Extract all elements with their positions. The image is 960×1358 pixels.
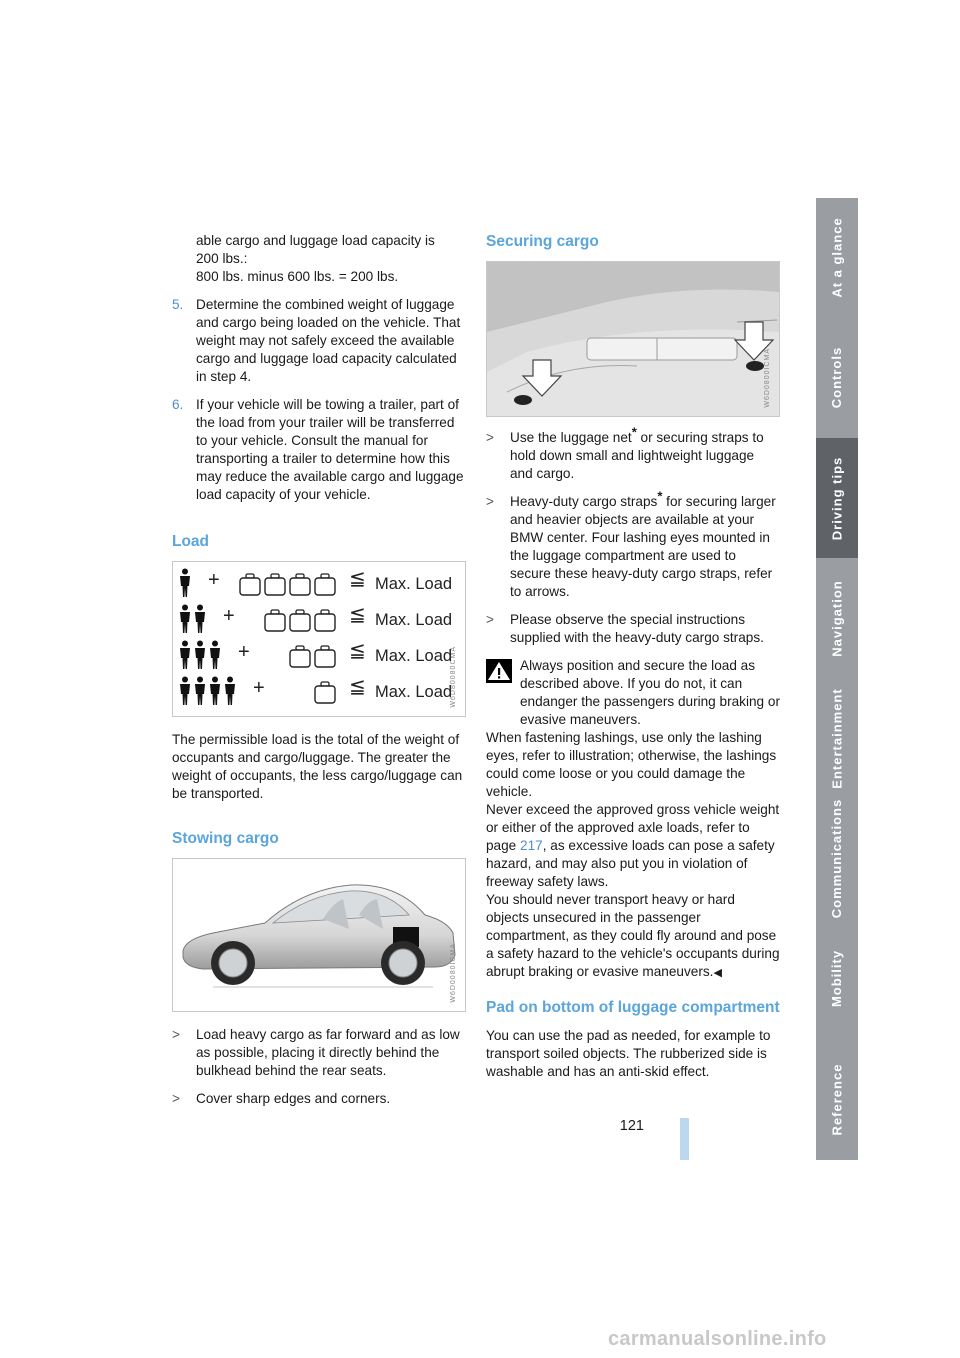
- right-column: [486, 232, 780, 1091]
- tab-label: Entertainment: [829, 687, 845, 789]
- warning-block: [486, 657, 780, 982]
- person-icon: [194, 604, 206, 634]
- tab-label: Reference: [829, 1063, 845, 1135]
- occupants-group: [179, 568, 191, 602]
- tab-label: Navigation: [829, 579, 845, 657]
- suitcase-icon: [289, 645, 311, 669]
- max-load-label: Max. Load: [375, 647, 453, 665]
- page-link[interactable]: 217: [520, 838, 543, 853]
- bullet-marker: >: [486, 430, 494, 445]
- pad-paragraph: You can use the pad as needed, for example to transport soiled objects. The rubberized side is washable and has an anti-skid effect.: [486, 1028, 771, 1079]
- page-number-bar: [680, 1118, 689, 1160]
- max-load-label: Max. Load: [375, 611, 453, 629]
- load-figure: [172, 561, 466, 717]
- plus-sign: +: [223, 605, 235, 627]
- step-text: If your vehicle will be towing a trailer, part of the load from your trailer will be transferred to your vehicle. Consult the manual for transporting a trailer to determine how this may reduce the available cargo and luggage load capacity of your vehicle.: [196, 397, 464, 502]
- list-item: [172, 1090, 464, 1108]
- occupants-group: [179, 640, 221, 674]
- less-equal-sign: ≦: [349, 676, 366, 698]
- luggage-group: [289, 645, 336, 669]
- plus-sign: +: [238, 641, 250, 663]
- less-equal-sign: ≦: [349, 604, 366, 626]
- securing-figure: [486, 261, 780, 417]
- stowing-figure: [172, 858, 466, 1012]
- page-number: 121: [619, 1118, 644, 1134]
- suitcase-icon: [289, 573, 311, 597]
- figure-code: W6D80080CMA: [450, 646, 457, 708]
- tab-driving-tips[interactable]: [816, 438, 858, 559]
- list-item-text: Use the luggage net: [510, 430, 632, 445]
- tab-controls[interactable]: [816, 316, 858, 439]
- warning-text: [486, 801, 780, 891]
- load-row: [179, 568, 459, 602]
- bullet-marker: >: [486, 612, 494, 627]
- list-item-text: Cover sharp edges and corners.: [196, 1091, 391, 1106]
- plus-sign: +: [253, 677, 265, 699]
- end-mark: ◀: [713, 967, 722, 979]
- warning-text: Always position and secure the load as described above. If you do not, it can endanger the passengers during braking or evasive maneuvers.: [520, 658, 780, 727]
- warning-text-part: , as excessive loads can pose a safety hazard, and may also put you in violation of freeway safety laws.: [486, 838, 775, 889]
- person-icon: [179, 640, 191, 670]
- tab-reference[interactable]: [816, 1038, 858, 1161]
- footer-watermark: carmanualsonline.info: [608, 1328, 827, 1350]
- warning-text-part: Never exceed the approved gross vehicle weight or either of the approved axle loads, refer to page: [486, 802, 780, 853]
- figure-code: W6D0080ICMA: [450, 943, 457, 1003]
- stowing-heading: Stowing cargo: [172, 830, 279, 847]
- bullet-marker: >: [172, 1091, 180, 1106]
- step-text: Determine the combined weight of luggage and cargo being loaded on the vehicle. That weight may not safely exceed the available cargo and luggage load capacity calculated in step 4.: [196, 297, 461, 384]
- max-load-label: Max. Load: [375, 683, 453, 701]
- figure-code: W6D0800ICMA: [764, 348, 771, 408]
- optional-equipment-asterisk: *: [657, 488, 663, 504]
- pad-heading: Pad on bottom of luggage compartment: [486, 999, 780, 1016]
- suitcase-icon: [264, 609, 286, 633]
- warning-text: When fastening lashings, use only the lashing eyes, refer to illustration; otherwise, the lashings could come loose or you could damage the vehicle.: [486, 730, 777, 799]
- tab-mobility[interactable]: [816, 918, 858, 1039]
- step-5: [172, 296, 464, 386]
- load-row: [179, 640, 459, 674]
- luggage-group: [239, 573, 336, 597]
- less-equal-sign: ≦: [349, 568, 366, 590]
- tab-navigation[interactable]: [816, 558, 858, 679]
- luggage-compartment-illustration: [487, 262, 779, 416]
- suitcase-icon: [264, 573, 286, 597]
- step-6: [172, 396, 464, 504]
- suitcase-icon: [289, 609, 311, 633]
- list-item: [486, 488, 780, 601]
- left-column: [172, 232, 464, 1118]
- suitcase-icon: [314, 573, 336, 597]
- load-row: [179, 604, 459, 638]
- list-item-text: or securing straps to hold down small and lightweight luggage and cargo.: [510, 430, 764, 481]
- person-icon: [194, 640, 206, 670]
- tab-at-a-glance[interactable]: [816, 198, 858, 317]
- person-icon: [179, 676, 191, 706]
- load-row: [179, 676, 459, 710]
- warning-text-part: You should never transport heavy or hard objects unsecured in the passenger compartment, as they could fly around and pose a safety hazard to the vehicle's occupants during abrupt braking or evasive maneuvers.: [486, 892, 780, 979]
- text-line: 800 lbs. minus 600 lbs. = 200 lbs.: [196, 269, 399, 284]
- load-heading: Load: [172, 533, 210, 550]
- list-item: [486, 611, 780, 647]
- person-icon: [224, 676, 236, 706]
- optional-equipment-asterisk: *: [631, 424, 637, 440]
- securing-heading: Securing cargo: [486, 233, 599, 250]
- bullet-marker: >: [172, 1027, 180, 1042]
- person-icon: [209, 640, 221, 670]
- person-icon: [179, 568, 191, 598]
- tab-entertainment[interactable]: [816, 678, 858, 799]
- occupants-group: [179, 604, 206, 638]
- tab-label: Controls: [829, 346, 845, 408]
- less-equal-sign: ≦: [349, 640, 366, 662]
- person-icon: [209, 676, 221, 706]
- list-item-text: Heavy-duty cargo straps: [510, 494, 658, 509]
- tab-communications[interactable]: [816, 798, 858, 919]
- bullet-marker: >: [486, 494, 494, 509]
- max-load-label: Max. Load: [375, 575, 453, 593]
- plus-sign: +: [208, 569, 220, 591]
- list-item-text: for securing larger and heavier objects are available at your BMW center. Four lashing eyes mounted in the luggage compartment are used to secure these heavy-duty cargo straps, refer to arrows.: [510, 494, 776, 599]
- text-line: 200 lbs.:: [196, 251, 248, 266]
- list-item-text: Load heavy cargo as far forward and as low as possible, placing it directly behind the bulkhead behind the rear seats.: [196, 1027, 460, 1078]
- list-item-text: Please observe the special instructions supplied with the heavy-duty cargo straps.: [510, 612, 764, 645]
- list-item: [486, 424, 780, 483]
- luggage-group: [264, 609, 336, 633]
- warning-text: [486, 891, 780, 982]
- step-number: 5.: [172, 297, 184, 312]
- car-side-illustration: [173, 859, 465, 1011]
- step4-continuation: [172, 232, 464, 286]
- person-icon: [179, 604, 191, 634]
- tab-label: Mobility: [829, 949, 845, 1007]
- step-number: 6.: [172, 397, 184, 412]
- suitcase-icon: [239, 573, 261, 597]
- suitcase-icon: [314, 645, 336, 669]
- suitcase-icon: [314, 681, 336, 705]
- occupants-group: [179, 676, 236, 710]
- suitcase-icon: [314, 609, 336, 633]
- luggage-group: [314, 681, 336, 705]
- tab-label: At a glance: [829, 216, 845, 298]
- warning-icon: [486, 659, 512, 683]
- tab-label: Communications: [829, 798, 845, 918]
- person-icon: [194, 676, 206, 706]
- text-line: able cargo and luggage load capacity is: [196, 233, 435, 248]
- tab-label: Driving tips: [829, 456, 845, 540]
- list-item: [172, 1026, 464, 1080]
- load-paragraph: The permissible load is the total of the weight of occupants and cargo/luggage. The greater the weight of occupants, the less cargo/luggage can be transported.: [172, 732, 463, 801]
